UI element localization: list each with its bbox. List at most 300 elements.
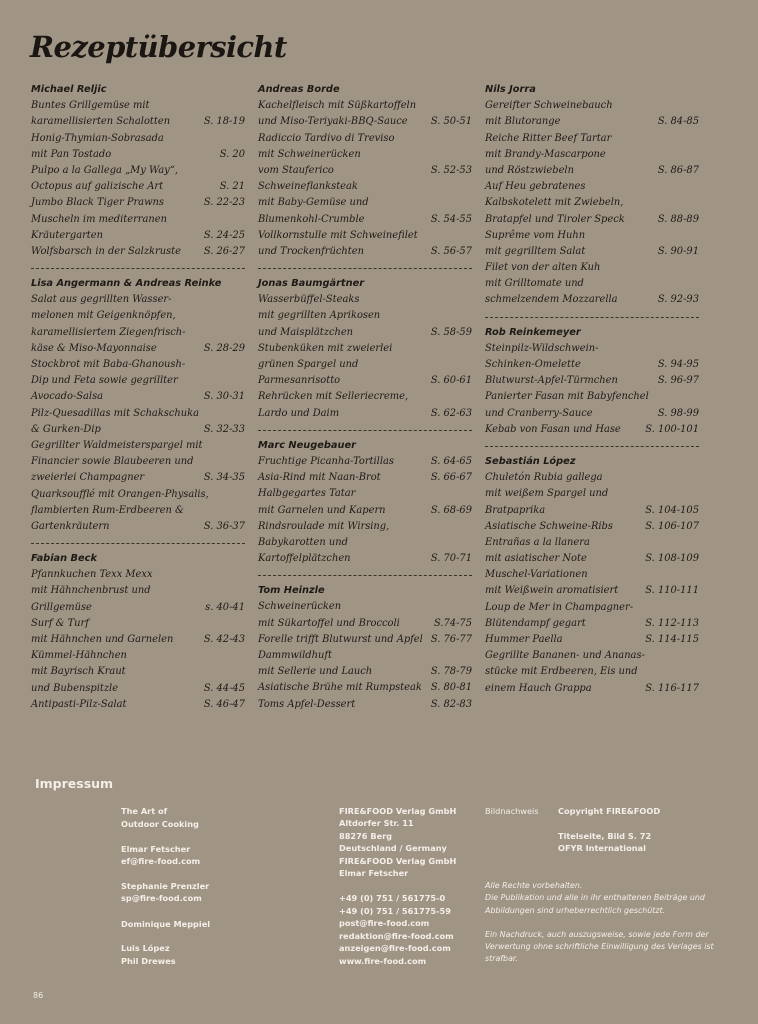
- recipe-line: [485, 131, 699, 147]
- impressum-value: 88276 Berg: [339, 831, 393, 841]
- recipe-line: [31, 308, 245, 324]
- page-reference: S. 112-113: [645, 617, 699, 629]
- impressum-value: Copyright FIRE&FOOD: [558, 806, 661, 816]
- chef-name: Rob Reinkemeyer: [485, 326, 581, 338]
- recipe-text: Halbgegartes Tatar: [258, 488, 356, 500]
- recipe-line: [485, 551, 699, 567]
- recipe-text: Kümmel-Hähnchen: [31, 650, 127, 662]
- recipe-text: mit Schweinerücken: [258, 148, 361, 160]
- page-reference: [241, 406, 245, 422]
- section-divider: [258, 268, 472, 269]
- page-reference: [695, 260, 699, 276]
- chef-name: Andreas Borde: [258, 84, 340, 95]
- page-reference: [695, 486, 699, 502]
- recipe-text: Dip und Feta sowie gegrillter: [31, 375, 178, 387]
- recipe-line: [31, 681, 245, 697]
- recipe-text: Surf & Turf: [31, 617, 89, 629]
- recipe-line: [485, 519, 699, 535]
- recipe-line: [31, 212, 245, 228]
- impressum-value: The Art of: [121, 806, 168, 816]
- copyright-paragraph: Ein Nachdruck, auch auszugsweise, sowie jede Form der Verwertung ohne schriftliche Einwilligung des Verlages ist strafbar.: [485, 929, 714, 964]
- page-reference: [695, 131, 699, 147]
- page-reference: S. 66-67: [430, 472, 472, 484]
- recipe-text: Kartoffelplätzchen: [258, 553, 351, 565]
- recipe-line: [258, 632, 472, 648]
- recipe-line: [258, 114, 472, 130]
- recipe-line: [485, 357, 699, 373]
- recipe-line: [485, 503, 699, 519]
- recipe-line: [258, 131, 472, 147]
- recipe-line: [31, 228, 245, 244]
- recipe-text: Rehrücken mit Selleriecreme,: [258, 391, 409, 403]
- recipe-text: mit Weißwein aromatisiert: [485, 585, 619, 597]
- recipe-text: mit weißem Spargel und: [485, 488, 609, 500]
- impressum-value: Outdoor Cooking: [121, 819, 199, 829]
- recipe-line: [31, 487, 245, 503]
- recipe-text: mit Sükartoffel und Broccoli: [258, 617, 400, 629]
- recipe-line: [31, 503, 245, 519]
- recipe-line: [31, 147, 245, 163]
- page-reference: [468, 131, 472, 147]
- impressum-value: Altdorfer Str. 11: [339, 818, 414, 828]
- page-reference: S. 50-51: [430, 116, 472, 128]
- recipe-text: Stubenküken mit zweierlei: [258, 342, 393, 354]
- recipe-text: Asiatische Brühe mit Rumpsteak: [258, 682, 422, 694]
- page-reference: S. 110-111: [645, 585, 699, 597]
- page-reference: [695, 98, 699, 114]
- recipe-text: karamellisiertem Ziegenfrisch-: [31, 326, 186, 338]
- page-reference: S. 44-45: [203, 682, 245, 694]
- recipe-line: [485, 147, 699, 163]
- page-number: 86: [33, 991, 44, 1000]
- recipe-line: [31, 179, 245, 195]
- recipe-text: Pilz-Quesadillas mit Schakschuka: [31, 407, 199, 419]
- recipe-column-1: [31, 82, 245, 713]
- page-reference: s. 40-41: [205, 601, 245, 613]
- recipe-line: [258, 519, 472, 535]
- recipe-line: [258, 325, 472, 341]
- recipe-text: Entrañas a la llanera: [485, 536, 590, 548]
- impressum-value: post@fire-food.com: [339, 918, 430, 928]
- recipe-text: Kebab von Fasan und Hase: [485, 423, 621, 435]
- page-reference: S. 46-47: [203, 698, 245, 710]
- recipe-line: [31, 325, 245, 341]
- page-reference: [241, 567, 245, 583]
- recipe-line: [31, 697, 245, 713]
- page-reference: S. 108-109: [645, 553, 699, 565]
- page-reference: [241, 664, 245, 680]
- page-reference: [241, 648, 245, 664]
- page-reference: S. 24-25: [203, 229, 245, 241]
- page-reference: [695, 470, 699, 486]
- recipe-text: mit Brandy-Mascarpone: [485, 148, 606, 160]
- page-reference: S. 20: [219, 148, 245, 160]
- recipe-text: Parmesanrisotto: [258, 375, 341, 387]
- recipe-text: Hummer Paella: [485, 634, 563, 645]
- page-title: Rezeptübersicht: [30, 30, 287, 64]
- page-reference: S. 56-57: [430, 245, 472, 257]
- recipe-line: [258, 664, 472, 680]
- recipe-line: [258, 680, 472, 696]
- recipe-text: Wasserbüffel-Steaks: [258, 294, 360, 306]
- page-reference: [468, 308, 472, 324]
- impressum-value: www.fire-food.com: [339, 956, 427, 966]
- recipe-text: Grillgemüse: [31, 601, 92, 613]
- recipe-text: flambierten Rum-Erdbeeren &: [31, 504, 184, 516]
- recipe-text: Loup de Mer in Champagner-: [485, 601, 634, 613]
- page-reference: S. 36-37: [203, 520, 245, 532]
- recipe-column-3: [485, 82, 699, 697]
- page-reference: [241, 438, 245, 454]
- impressum-value: FIRE&FOOD Verlag GmbH: [339, 806, 457, 816]
- recipe-line: [485, 648, 699, 664]
- page-reference: S. 80-81: [430, 682, 472, 694]
- page-reference: S. 28-29: [203, 342, 245, 354]
- recipe-text: Kalbskotelett mit Zwiebeln,: [485, 197, 624, 209]
- page-reference: S. 84-85: [657, 116, 699, 128]
- recipe-line: [31, 519, 245, 535]
- recipe-text: mit Garnelen und Kapern: [258, 504, 386, 516]
- recipe-line: [31, 114, 245, 130]
- recipe-text: und Cranberry-Sauce: [485, 407, 593, 419]
- impressum-value: Deutschland / Germany: [339, 843, 447, 853]
- recipe-line: [31, 244, 245, 260]
- recipe-text: Bratpaprika: [485, 504, 546, 516]
- recipe-line: [485, 422, 699, 438]
- recipe-text: grünen Spargel und: [258, 359, 359, 370]
- recipe-line: [485, 535, 699, 551]
- recipe-text: Vollkornstulle mit Schweinefilet: [258, 229, 418, 241]
- recipe-line: [485, 486, 699, 502]
- recipe-text: Wolfsbarsch in der Salzkruste: [31, 245, 181, 257]
- page-reference: S. 100-101: [645, 423, 699, 435]
- recipe-text: Rindsroulade mit Wirsing,: [258, 520, 390, 532]
- recipe-line: [258, 179, 472, 195]
- recipe-text: käse & Miso-Mayonnaise: [31, 342, 157, 354]
- recipe-line: [485, 583, 699, 599]
- page-reference: [468, 341, 472, 357]
- recipe-text: schmelzendem Mozzarella: [485, 294, 618, 306]
- recipe-text: Octopus auf galizische Art: [31, 181, 164, 193]
- recipe-text: Schweinerücken: [258, 601, 342, 613]
- page-reference: S. 70-71: [430, 553, 472, 565]
- page-reference: S. 42-43: [203, 634, 245, 645]
- recipe-line: [485, 389, 699, 405]
- impressum-value: ef@fire-food.com: [121, 856, 201, 866]
- page-reference: [241, 616, 245, 632]
- section-divider: [31, 543, 245, 544]
- recipe-column-2: [258, 82, 472, 713]
- recipe-line: [485, 470, 699, 486]
- recipe-line: [31, 583, 245, 599]
- recipe-text: Buntes Grillgemüse mit: [31, 100, 150, 112]
- recipe-line: [31, 131, 245, 147]
- page-reference: [468, 535, 472, 551]
- recipe-line: [31, 292, 245, 308]
- recipe-text: Muscheln im mediterranen: [31, 213, 167, 225]
- recipe-line: [31, 389, 245, 405]
- recipe-line: [485, 179, 699, 195]
- recipe-text: Toms Apfel-Dessert: [258, 698, 356, 710]
- recipe-text: Pfannkuchen Texx Mexx: [31, 569, 153, 581]
- page-reference: [468, 357, 472, 373]
- recipe-text: Schweineflanksteak: [258, 181, 358, 193]
- page-reference: S. 30-31: [203, 391, 245, 403]
- recipe-line: [485, 292, 699, 308]
- recipe-line: [485, 228, 699, 244]
- copyright-paragraph: Alle Rechte vorbehalten. Die Publikation und alle in ihr enthaltenen Beiträge und Abbildungen sind urheberrechtlich geschützt.: [485, 881, 705, 915]
- recipe-text: Gereifter Schweinebauch: [485, 100, 613, 112]
- recipe-line: [485, 260, 699, 276]
- recipe-text: und Maisplätzchen: [258, 326, 354, 338]
- recipe-line: [485, 98, 699, 114]
- impressum-value: FIRE&FOOD Verlag GmbH: [339, 856, 457, 866]
- page-reference: S. 22-23: [203, 197, 245, 209]
- recipe-line: [258, 406, 472, 422]
- section-divider: [258, 575, 472, 576]
- recipe-line: [258, 98, 472, 114]
- recipe-text: Steinpilz-Wildschwein-: [485, 342, 599, 354]
- recipe-line: [31, 600, 245, 616]
- page-reference: [468, 486, 472, 502]
- recipe-text: mit Blutorange: [485, 116, 561, 128]
- recipe-text: Antipasti-Pilz-Salat: [31, 698, 127, 710]
- copyright-notice: [485, 880, 715, 978]
- recipe-line: [258, 308, 472, 324]
- impressum-value: Stephanie Prenzler: [121, 881, 210, 891]
- recipe-text: Fruchtige Picanha-Tortillas: [258, 455, 394, 467]
- impressum-value: Phil Drewes: [121, 956, 176, 966]
- recipe-line: [31, 470, 245, 486]
- recipe-line: [485, 664, 699, 680]
- recipe-line: [485, 567, 699, 583]
- recipe-text: stücke mit Erdbeeren, Eis und: [485, 666, 638, 678]
- page-reference: S. 32-33: [203, 423, 245, 435]
- recipe-text: Asia-Rind mit Naan-Brot: [258, 472, 381, 484]
- recipe-line: [258, 551, 472, 567]
- page-reference: S. 34-35: [203, 472, 245, 484]
- recipe-text: mit gegrillten Aprikosen: [258, 310, 381, 322]
- page-reference: S.74-75: [433, 617, 472, 629]
- recipe-line: [258, 535, 472, 551]
- page-reference: S. 26-27: [203, 245, 245, 257]
- recipe-line: [258, 212, 472, 228]
- recipe-text: Forelle trifft Blutwurst und Apfel: [258, 633, 423, 645]
- page-reference: S. 88-89: [657, 213, 699, 225]
- recipe-line: [485, 600, 699, 616]
- page-reference: [241, 98, 245, 114]
- impressum-value: OFYR International: [558, 843, 646, 853]
- recipe-text: mit Sellerie und Lauch: [258, 666, 373, 678]
- recipe-line: [258, 147, 472, 163]
- page-reference: S. 68-69: [430, 504, 472, 516]
- recipe-line: [31, 454, 245, 470]
- page-reference: [695, 179, 699, 195]
- page-reference: S. 106-107: [645, 520, 699, 532]
- recipe-line: [258, 470, 472, 486]
- section-divider: [258, 430, 472, 431]
- recipe-line: [485, 276, 699, 292]
- recipe-text: Kachelfleisch mit Süßkartoffeln: [258, 100, 417, 112]
- recipe-line: [31, 341, 245, 357]
- page-reference: S. 76-77: [430, 633, 472, 645]
- recipe-line: [258, 341, 472, 357]
- recipe-text: Stockbrot mit Baba-Ghanoush-: [31, 359, 186, 370]
- chef-name: Tom Heinzle: [258, 585, 325, 597]
- page-reference: S. 114-115: [645, 634, 699, 645]
- recipe-line: [31, 422, 245, 438]
- page-reference: [695, 341, 699, 357]
- recipe-text: mit Hähnchenbrust und: [31, 585, 151, 597]
- impressum-value: Elmar Fetscher: [121, 844, 191, 854]
- page-reference: [241, 503, 245, 519]
- recipe-line: [258, 195, 472, 211]
- recipe-text: mit Pan Tostado: [31, 148, 112, 160]
- page-reference: [695, 147, 699, 163]
- chef-name: Lisa Angermann & Andreas Reinke: [31, 278, 222, 290]
- page-reference: [468, 98, 472, 114]
- chef-name: Jonas Baumgärtner: [258, 278, 365, 290]
- recipe-line: [31, 438, 245, 454]
- recipe-line: [31, 616, 245, 632]
- recipe-text: Auf Heu gebratenes: [485, 181, 586, 193]
- recipe-text: vom Stauferico: [258, 164, 334, 176]
- page-reference: [468, 519, 472, 535]
- recipe-text: Radiccio Tardivo di Treviso: [258, 132, 395, 144]
- impressum-value: Luis López: [121, 943, 170, 953]
- recipe-text: Quarksoufflé mit Orangen-Physalis,: [31, 488, 209, 500]
- recipe-text: und Miso-Teriyaki-BBQ-Sauce: [258, 116, 408, 128]
- page-reference: S. 98-99: [657, 407, 699, 419]
- page-reference: [241, 583, 245, 599]
- page-reference: [241, 212, 245, 228]
- recipe-text: Panierter Fasan mit Babyfenchel: [485, 391, 649, 403]
- recipe-text: karamellisierten Schalotten: [31, 116, 171, 128]
- recipe-text: Blumenkohl-Crumble: [258, 213, 365, 225]
- recipe-text: Honig-Thymian-Sobrasada: [31, 132, 164, 144]
- recipe-line: [258, 389, 472, 405]
- recipe-line: [485, 632, 699, 648]
- page-reference: [695, 228, 699, 244]
- chef-name: Sebastián López: [485, 455, 576, 467]
- recipe-text: Filet von der alten Kuh: [485, 262, 601, 274]
- page-reference: S. 52-53: [430, 164, 472, 176]
- recipe-line: [258, 599, 472, 615]
- chef-name: Nils Jorra: [485, 84, 536, 95]
- page-reference: S. 18-19: [203, 116, 245, 128]
- page-reference: [468, 179, 472, 195]
- impressum-value: Dominique Meppiel: [121, 919, 211, 929]
- recipe-line: [258, 357, 472, 373]
- page-reference: [468, 389, 472, 405]
- page-reference: [468, 648, 472, 664]
- page-reference: S. 116-117: [645, 682, 699, 694]
- recipe-text: Bratapfel und Tiroler Speck: [485, 213, 625, 225]
- page-reference: S. 58-59: [430, 326, 472, 338]
- recipe-text: Suprême vom Huhn: [485, 229, 586, 241]
- page-reference: [695, 664, 699, 680]
- recipe-text: Gegrillte Bananen- und Ananas-: [485, 650, 645, 662]
- recipe-text: mit Grilltomate und: [485, 278, 584, 290]
- page-reference: [695, 648, 699, 664]
- recipe-text: Schinken-Omelette: [485, 359, 581, 370]
- page-reference: S. 64-65: [430, 455, 472, 467]
- recipe-text: mit asiatischer Note: [485, 553, 587, 565]
- page-reference: [695, 195, 699, 211]
- recipe-line: [485, 681, 699, 697]
- recipe-text: Babykarotten und: [258, 536, 348, 548]
- recipe-line: [258, 244, 472, 260]
- page-reference: S. 54-55: [430, 213, 472, 225]
- chef-name: Michael Reljic: [31, 84, 107, 95]
- recipe-text: Avocado-Salsa: [31, 391, 104, 403]
- section-divider: [485, 317, 699, 318]
- chef-name: Marc Neugebauer: [258, 439, 356, 451]
- page-reference: [468, 195, 472, 211]
- impressum-label: Bildnachweis: [485, 806, 539, 816]
- recipe-line: [31, 664, 245, 680]
- recipe-line: [31, 163, 245, 179]
- recipe-line: [485, 341, 699, 357]
- recipe-line: [258, 616, 472, 632]
- page-reference: [695, 567, 699, 583]
- recipe-line: [31, 567, 245, 583]
- recipe-text: Jumbo Black Tiger Prawns: [31, 197, 164, 209]
- recipe-line: [31, 195, 245, 211]
- page-reference: [241, 163, 245, 179]
- page-reference: [695, 535, 699, 551]
- recipe-text: und Bubenspitzle: [31, 682, 119, 694]
- impressum-value: Titelseite, Bild S. 72: [558, 831, 652, 841]
- recipe-text: Financier sowie Blaubeeren und: [31, 456, 194, 468]
- recipe-text: Asiatische Schweine-Ribs: [485, 520, 613, 532]
- page-reference: S. 90-91: [657, 245, 699, 257]
- recipe-text: mit gegrilltem Salat: [485, 245, 586, 257]
- recipe-text: mit Baby-Gemüse und: [258, 197, 369, 209]
- page-reference: [241, 308, 245, 324]
- page-reference: [241, 357, 245, 373]
- recipe-text: & Gurken-Dip: [31, 423, 101, 435]
- recipe-text: und Röstzwiebeln: [485, 164, 574, 176]
- page-reference: [695, 276, 699, 292]
- impressum-title: Impressum: [35, 776, 114, 791]
- recipe-line: [258, 486, 472, 502]
- recipe-text: zweierlei Champagner: [31, 472, 145, 484]
- recipe-text: einem Hauch Grappa: [485, 682, 592, 694]
- recipe-line: [31, 373, 245, 389]
- recipe-text: Muschel-Variationen: [485, 569, 588, 581]
- page-reference: [241, 131, 245, 147]
- page-reference: S. 96-97: [657, 375, 699, 387]
- page-reference: [241, 325, 245, 341]
- recipe-line: [485, 244, 699, 260]
- impressum-value: anzeigen@fire-food.com: [339, 943, 451, 953]
- recipe-text: Kräutergarten: [31, 229, 103, 241]
- page-reference: S. 94-95: [657, 359, 699, 370]
- section-divider: [485, 446, 699, 447]
- recipe-line: [485, 212, 699, 228]
- impressum-value: +49 (0) 751 / 561775-59: [339, 906, 451, 916]
- recipe-line: [258, 503, 472, 519]
- recipe-line: [485, 616, 699, 632]
- recipe-text: und Trockenfrüchten: [258, 245, 364, 257]
- recipe-text: melonen mit Geigenknöpfen,: [31, 310, 176, 322]
- recipe-line: [258, 292, 472, 308]
- recipe-line: [258, 454, 472, 470]
- page-reference: S. 104-105: [645, 504, 699, 516]
- page-reference: [241, 487, 245, 503]
- impressum-value: sp@fire-food.com: [121, 893, 202, 903]
